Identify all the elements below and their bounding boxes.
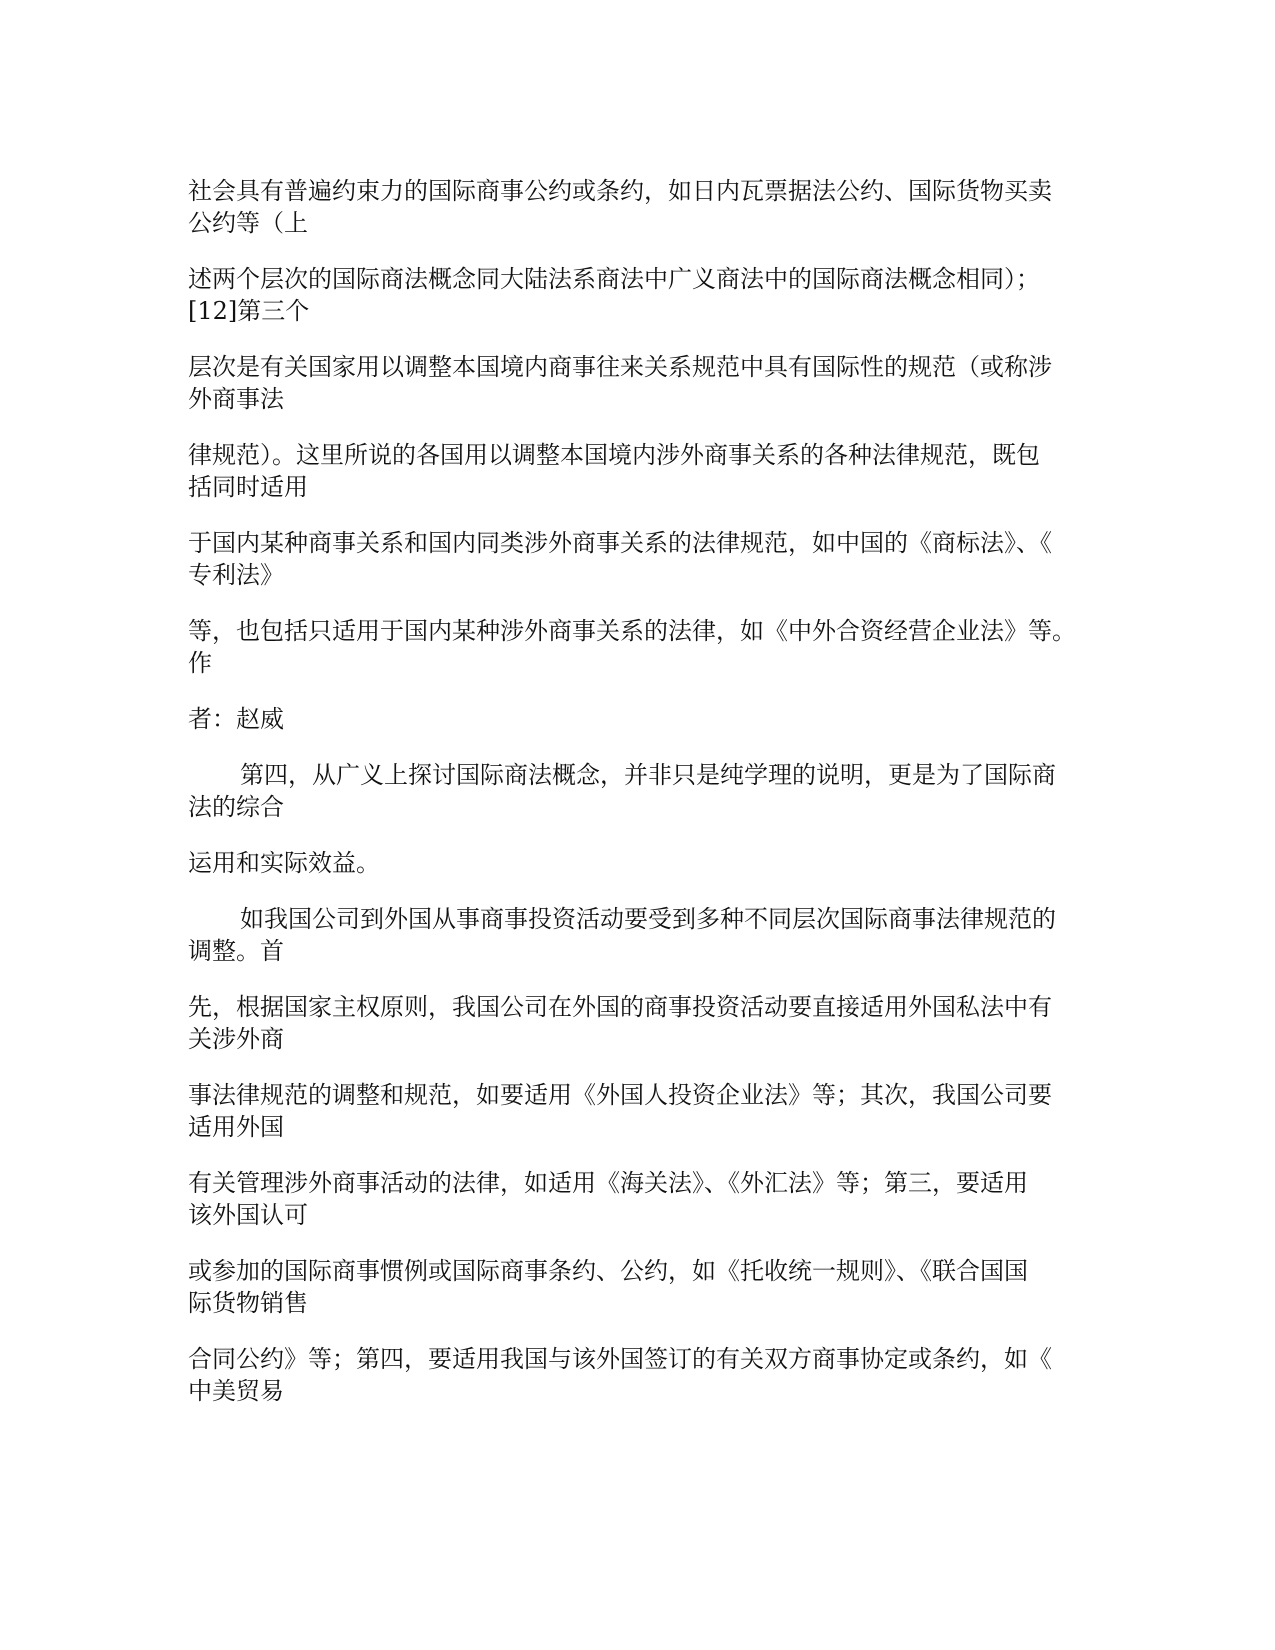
text-line: 先，根据国家主权原则，我国公司在外国的商事投资活动要直接适用外国私法中有 (188, 993, 1052, 1021)
text-line: 法的综合 (188, 793, 284, 821)
paragraph (188, 759, 1088, 823)
text-line: 第四，从广义上探讨国际商法概念，并非只是纯学理的说明，更是为了国际商 (240, 761, 1056, 789)
paragraph (188, 991, 1088, 1055)
text-line: 关涉外商 (188, 1025, 284, 1053)
text-line: 公约等（上 (188, 209, 308, 237)
author-line (188, 703, 1088, 735)
text-line: 运用和实际效益。 (188, 849, 380, 877)
text-line: 中美贸易 (188, 1377, 284, 1405)
text-line: 有关管理涉外商事活动的法律，如适用《海关法》、《外汇法》等；第三，要适用 (188, 1169, 1028, 1197)
text-line: 专利法》 (188, 561, 284, 589)
text-line: 如我国公司到外国从事商事投资活动要受到多种不同层次国际商事法律规范的 (240, 905, 1056, 933)
text-line: 社会具有普遍约束力的国际商事公约或条约，如日内瓦票据法公约、国际货物买卖 (188, 177, 1052, 205)
text-line: 该外国认可 (188, 1201, 308, 1229)
text-line: 或参加的国际商事惯例或国际商事条约、公约，如《托收统一规则》、《联合国国 (188, 1257, 1028, 1285)
text-line: 括同时适用 (188, 473, 308, 501)
paragraph (188, 1343, 1088, 1407)
paragraph (188, 847, 1088, 879)
text-line: 合同公约》等；第四，要适用我国与该外国签订的有关双方商事协定或条约，如《 (188, 1345, 1052, 1373)
text-line: 作 (188, 649, 212, 677)
paragraph (188, 527, 1088, 591)
paragraph (188, 615, 1088, 679)
paragraph (188, 1255, 1088, 1319)
text-line: 于国内某种商事关系和国内同类涉外商事关系的法律规范，如中国的《商标法》、《 (188, 529, 1052, 557)
text-line: 等，也包括只适用于国内某种涉外商事关系的法律，如《中外合资经营企业法》等。 (188, 617, 1076, 645)
paragraph (188, 1079, 1088, 1143)
text-line: 调整。首 (188, 937, 284, 965)
paragraph (188, 903, 1088, 967)
text-line: 层次是有关国家用以调整本国境内商事往来关系规范中具有国际性的规范（或称涉 (188, 353, 1052, 381)
text-line: 适用外国 (188, 1113, 284, 1141)
text-line: 者：赵威 (188, 705, 284, 733)
paragraph (188, 263, 1088, 327)
text-line: 述两个层次的国际商法概念同大陆法系商法中广义商法中的国际商法概念相同）； (188, 265, 1040, 293)
text-line: 事法律规范的调整和规范，如要适用《外国人投资企业法》等；其次，我国公司要 (188, 1081, 1052, 1109)
text-line: 外商事法 (188, 385, 284, 413)
text-line: [12]第三个 (188, 297, 310, 325)
paragraph (188, 439, 1088, 503)
paragraph (188, 1167, 1088, 1231)
text-line: 律规范）。这里所说的各国用以调整本国境内涉外商事关系的各种法律规范，既包 (188, 441, 1040, 469)
text-line: 际货物销售 (188, 1289, 308, 1317)
paragraph (188, 351, 1088, 415)
document-body (188, 175, 1088, 1431)
paragraph (188, 175, 1088, 239)
